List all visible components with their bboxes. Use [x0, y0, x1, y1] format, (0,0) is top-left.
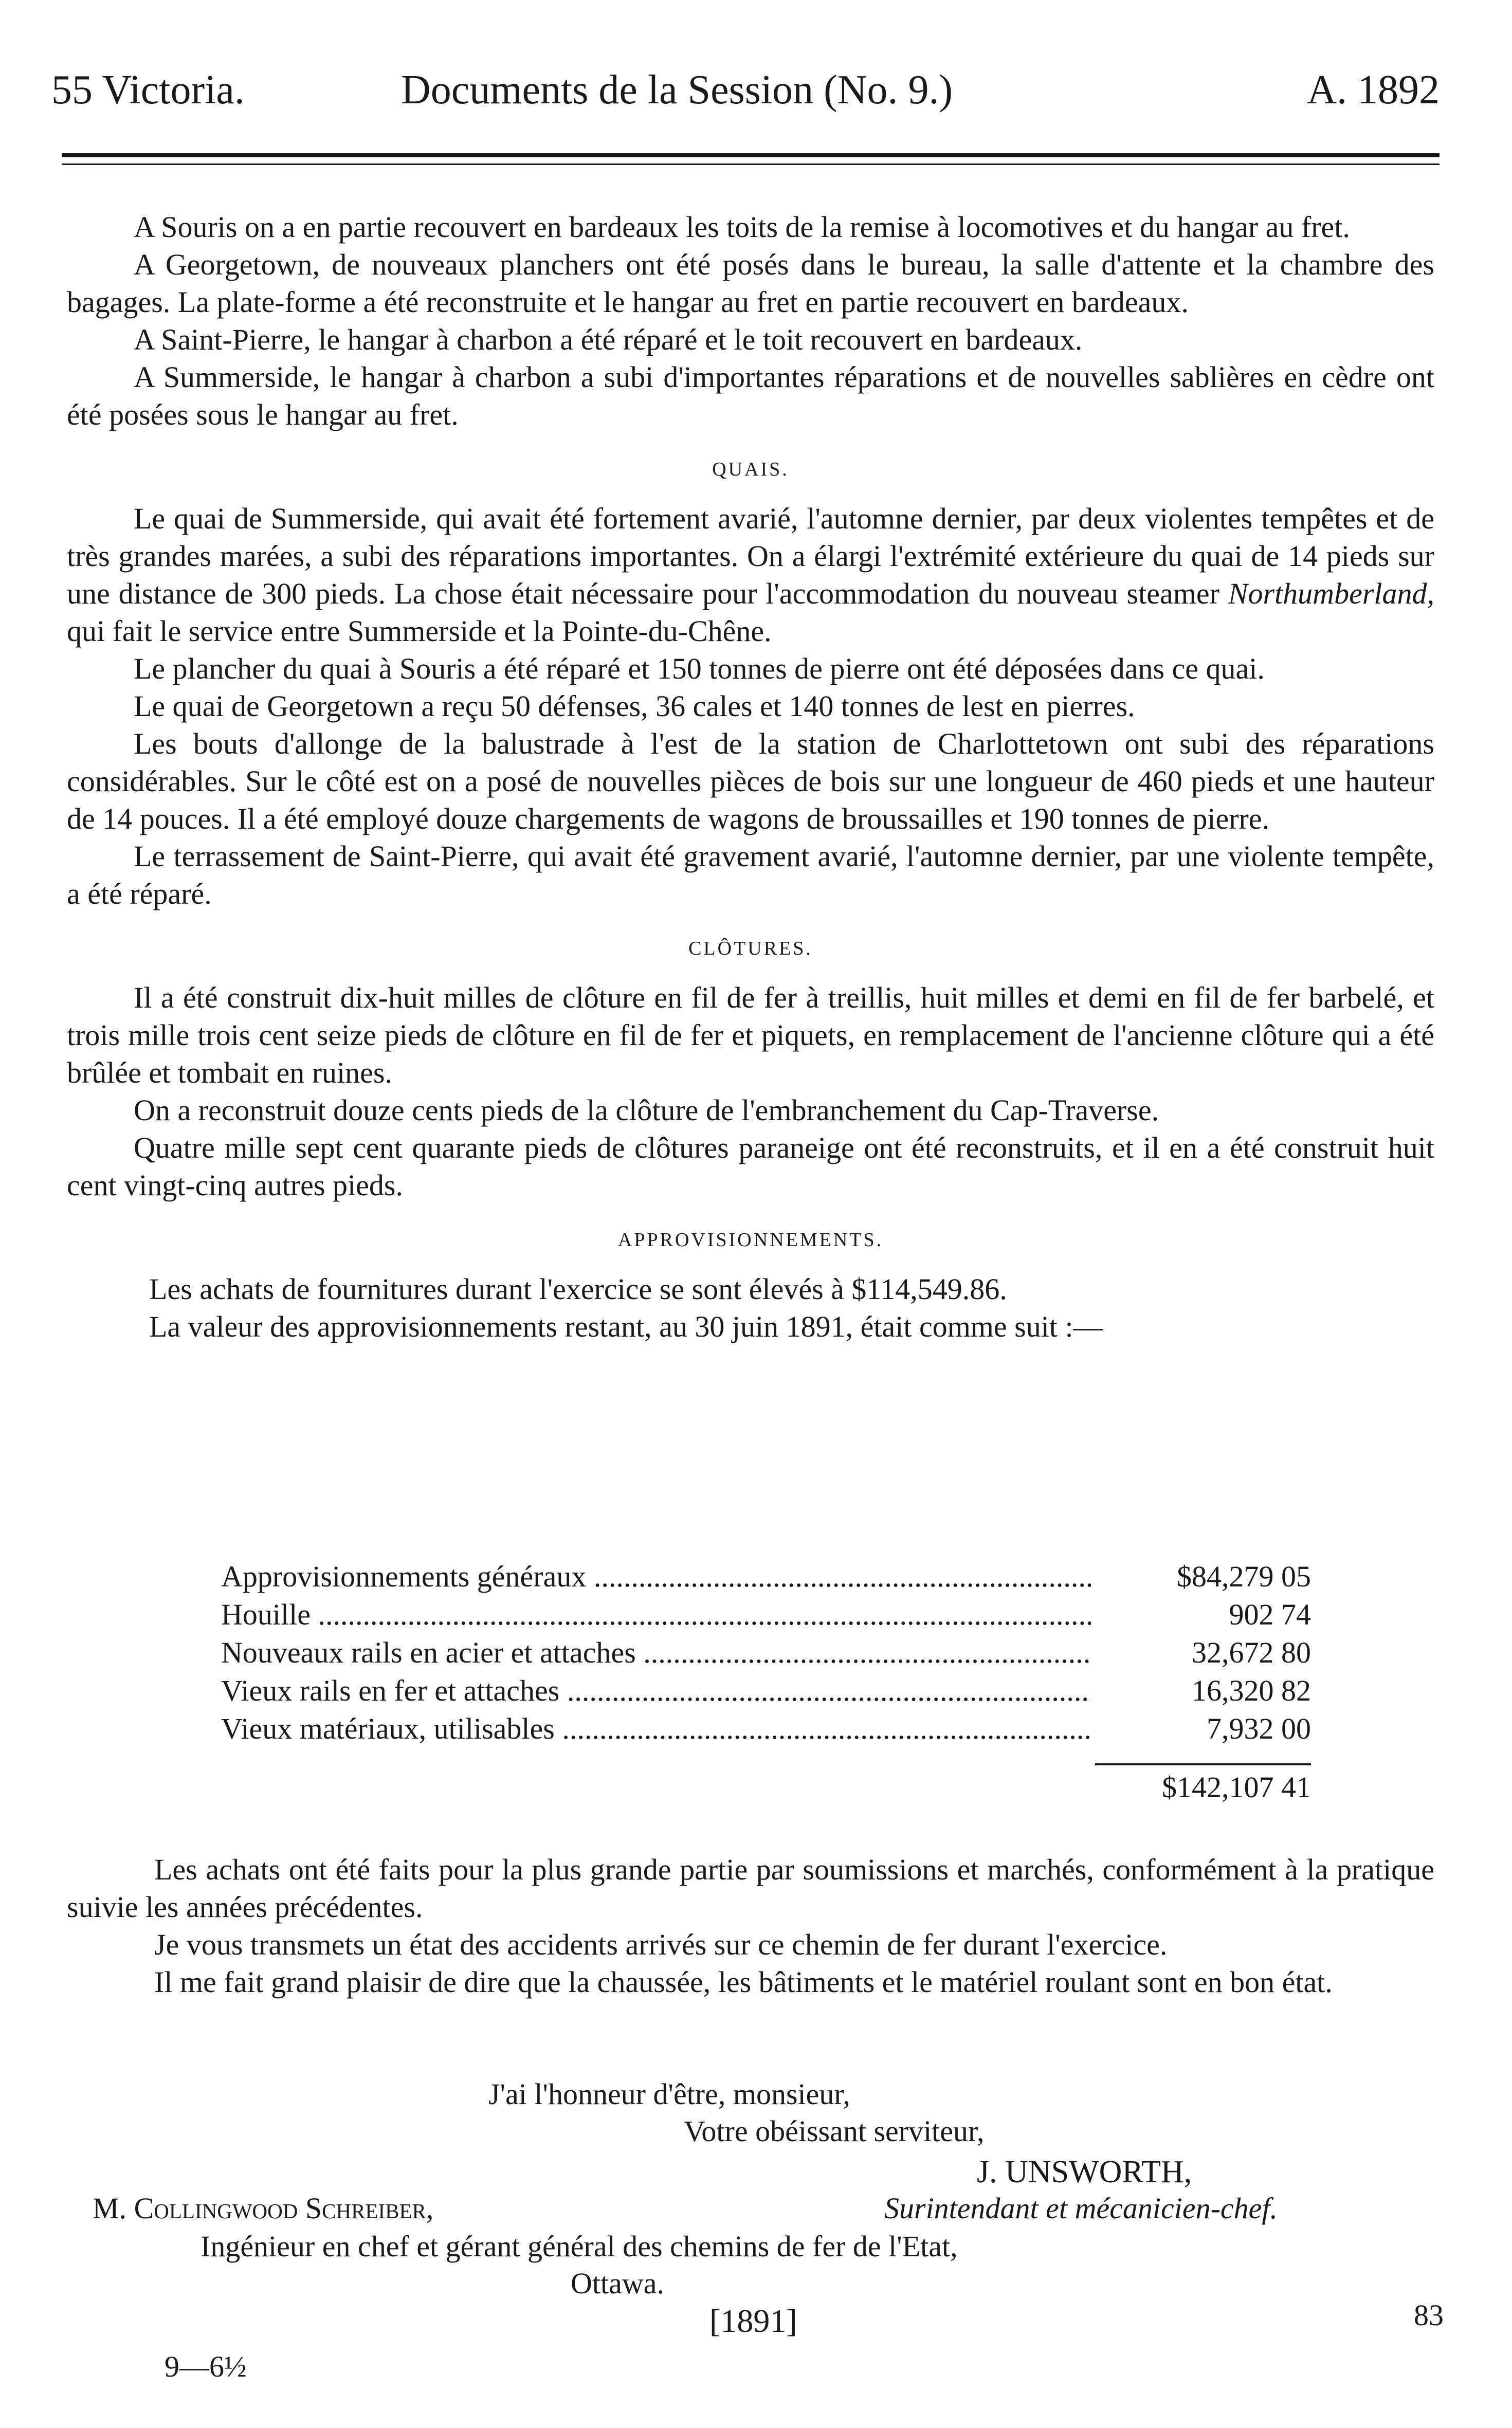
paragraph-clotures-3: Quatre mille sept cent quarante pieds de clôtures paraneige ont été reconstruits, et il en a été construit huit cent vingt-cinq autres pieds. [67, 1131, 1434, 1202]
header-title: Documents de la Session (No. 9.) [401, 67, 953, 113]
paragraph-terrassement: Le terrassement de Saint-Pierre, qui avait été gravement avarié, l'automne dernier, par une violente tempête, a été réparé. [67, 839, 1434, 910]
signer-title [884, 2191, 1278, 2225]
recipient-prefix: M. [93, 2192, 127, 2225]
supply-amount: 7,932 00 [1091, 1710, 1311, 1748]
paragraph-souris: A Souris on a en partie recouvert en bardeaux les toits de la remise à locomotives et du hangar au fret. [134, 210, 1350, 244]
supply-label: Houille ..... [221, 1596, 1095, 1634]
total-row [221, 1768, 1311, 1806]
heading-quais: QUAIS. [712, 459, 789, 480]
table-row [221, 1672, 1311, 1710]
paragraph-quai-summerside [67, 500, 1434, 650]
table-row [221, 1710, 1311, 1748]
closing-text [67, 1851, 1434, 2001]
supply-amount: 16,320 82 [1091, 1672, 1311, 1710]
table-row [221, 1634, 1311, 1672]
paragraph-quai-souris: Le plancher du quai à Souris a été réparé et 150 tonnes de pierre ont été déposées dans ce quai. [134, 652, 1265, 685]
supply-label: Approvisionnements généraux ..... [221, 1558, 1095, 1596]
supply-total: $142,107 41 [1091, 1768, 1311, 1806]
table-row [221, 1558, 1311, 1596]
recipient [93, 2191, 433, 2225]
valediction: Votre obéissant serviteur, [684, 2114, 985, 2148]
paragraph-georgetown: A Georgetown, de nouveaux planchers ont été posés dans le bureau, la salle d'attente et la chambre des bagages. La plate-forme a été reconstruite et le hangar au fret en partie recouvert en bardeaux. [67, 248, 1434, 319]
paragraph-charlottetown: Les bouts d'allonge de la balustrade à l'est de la station de Charlottetown ont subi des réparations considérables. Sur le côté est on a posé de nouvelles pièces de bois sur une longueur de 460 pieds et une hauteur de 14 pouces. Il a été employé douze chargements de wagons de broussailles et 190 tonnes de pierre. [67, 727, 1434, 835]
signer-title-text: Surintendant et mécanicien-chef. [884, 2192, 1278, 2225]
supply-label: Vieux rails en fer et attaches ..... [221, 1672, 1095, 1710]
paragraph-achats: Les achats de fournitures durant l'exercice se sont élevés à $114,549.86. [149, 1272, 1007, 1306]
table-row [221, 1596, 1311, 1634]
page-header [51, 67, 1440, 129]
paragraph-summerside: A Summerside, le hangar à charbon a subi d'importantes réparations et de nouvelles sablières en cèdre ont été posées sous le hangar au fret. [67, 360, 1434, 431]
supply-amount: 902 74 [1091, 1596, 1311, 1634]
page-number: 83 [1414, 2298, 1444, 2332]
heading-clotures: CLÔTURES. [688, 938, 813, 959]
header-rule-thick [62, 153, 1440, 157]
recipient-city: Ottawa. [571, 2267, 664, 2300]
signer-name: J. UNSWORTH, [977, 2155, 1192, 2189]
quai-text-before: Le quai de Summerside, qui avait été fortement avarié, l'automne dernier, par deux violentes tempêtes et de très grandes marées, a subi des réparations importantes. On a élargi l'extrémité extérieure du quai de 14 pieds sur une distance de 300 pieds. La chose était nécessaire pour l'accommodation du nouveau steamer [67, 502, 1434, 610]
signature-mark: 9—6½ [165, 2350, 247, 2383]
total-rule [1095, 1763, 1311, 1765]
body-text [67, 208, 1434, 1345]
paragraph-clotures-2: On a reconstruit douze cents pieds de la clôture de l'embranchement du Cap-Traverse. [134, 1093, 1159, 1127]
header-year: A. 1892 [1307, 67, 1440, 113]
salutation: J'ai l'honneur d'être, monsieur, [488, 2077, 850, 2111]
supply-amount: 32,672 80 [1091, 1634, 1311, 1672]
paragraph-achats-soumissions: Les achats ont été faits pour la plus grande partie par soumissions et marchés, conformément à la pratique suivie les années précédentes. [67, 1853, 1434, 1924]
header-volume: 55 Victoria. [51, 67, 245, 113]
supply-label: Nouveaux rails en acier et attaches ..... [221, 1634, 1095, 1672]
paragraph-bon-etat: Il me fait grand plaisir de dire que la chaussée, les bâtiments et le matériel roulant sont en bon état. [154, 1965, 1333, 1999]
paragraph-valeur: La valeur des approvisionnements restant, au 30 juin 1891, était comme suit :— [149, 1310, 1103, 1343]
paragraph-clotures-1: Il a été construit dix-huit milles de clôture en fil de fer à treillis, huit milles et demi en fil de fer barbelé, et trois mille trois cent seize pieds de clôture en fil de fer et piquets, en remplacement de l'ancienne clôture qui a été brûlée et tombait en ruines. [67, 981, 1434, 1089]
supply-amount: $84,279 05 [1091, 1558, 1311, 1596]
paragraph-accidents: Je vous transmets un état des accidents arrivés sur ce chemin de fer durant l'exercice. [154, 1928, 1168, 1961]
quai-text-after: qui fait le service entre Summerside et la Pointe-du-Chêne. [67, 614, 772, 648]
header-rule-thin [62, 163, 1440, 165]
paragraph-saint-pierre: A Saint-Pierre, le hangar à charbon a été réparé et le toit recouvert en bardeaux. [134, 323, 1083, 356]
supply-label: Vieux matériaux, utilisables ..... [221, 1710, 1095, 1748]
page-bracket: [1891] [709, 2303, 797, 2339]
supplies-table [221, 1558, 1311, 1806]
recipient-name: Collingwood Schreiber, [134, 2192, 434, 2225]
ship-name: Northumberland, [1228, 577, 1434, 610]
heading-approvisionnements: APPROVISIONNEMENTS. [617, 1229, 884, 1251]
paragraph-quai-georgetown: Le quai de Georgetown a reçu 50 défenses, 36 cales et 140 tonnes de lest en pierres. [134, 689, 1135, 723]
recipient-title: Ingénieur en chef et gérant général des chemins de fer de l'Etat, [201, 2230, 958, 2263]
